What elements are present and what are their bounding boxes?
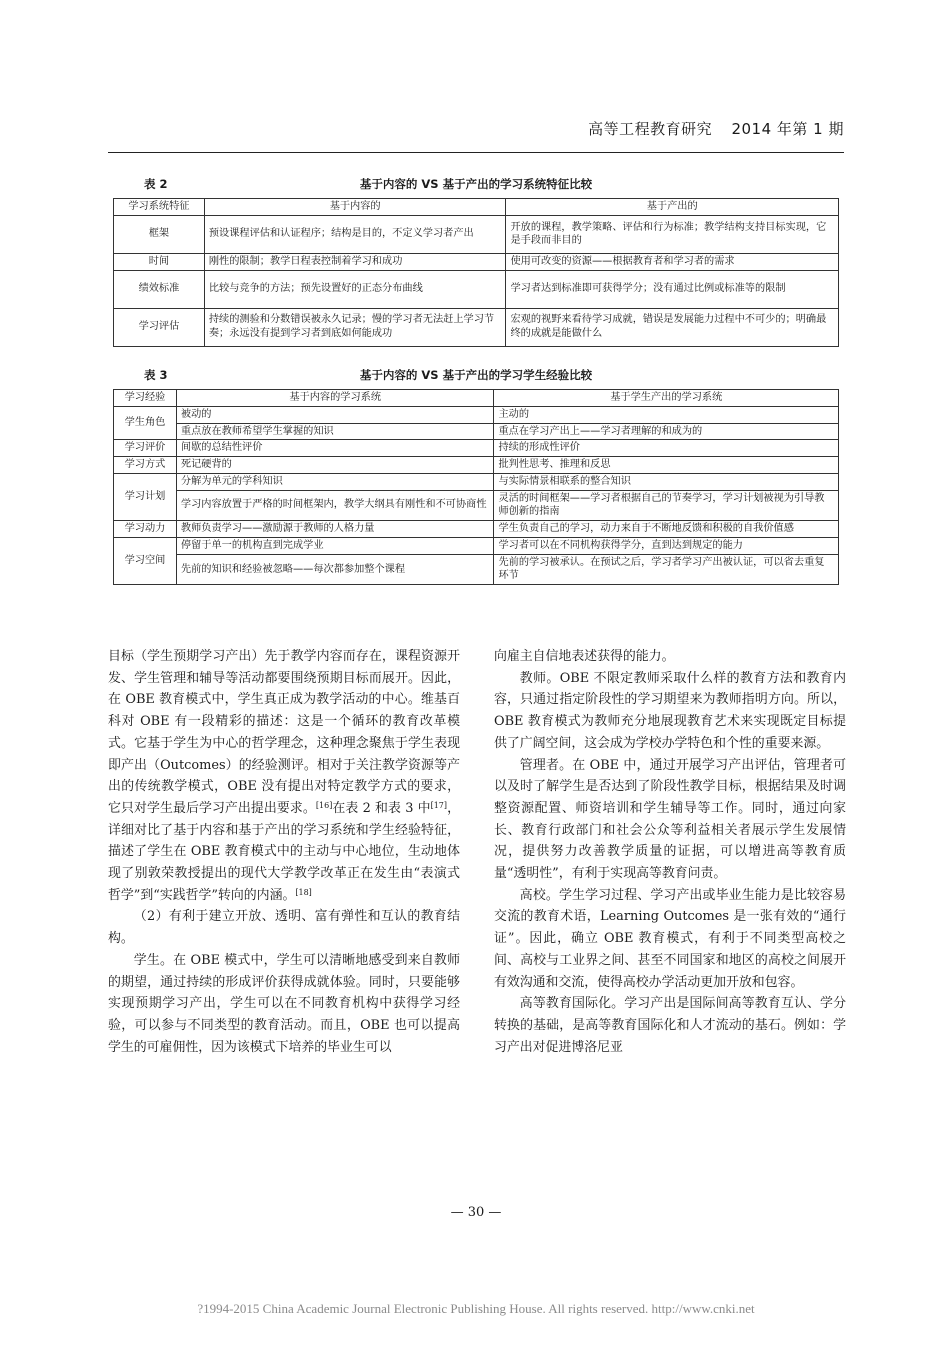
table-row xyxy=(114,554,839,585)
row-label: 学习计划 xyxy=(114,473,177,520)
citation: [18] xyxy=(295,887,312,897)
table-row xyxy=(114,490,839,521)
table-cell: 刚性的限制；教学日程表控制着学习和成功 xyxy=(204,253,506,270)
table-row xyxy=(114,440,839,457)
body-paragraph: 高校。学生学习过程、学习产出或毕业生能力是比较容易交流的教育术语，Learning Outcomes 是一张有效的“通行证”。因此，确立 OBE 教育模式，有利于不同类型高校之间、高校与工业界之间、甚至不同国家和地区的高校之间展开有效沟通和交流，使得高校办学活动更加开放和包容。 xyxy=(494,887,846,990)
running-header xyxy=(108,118,844,148)
table-header-row xyxy=(114,390,839,407)
body-paragraph: （2）有利于建立开放、透明、富有弹性和互认的教育结构。 xyxy=(108,909,460,947)
row-label: 学生角色 xyxy=(114,406,177,440)
left-column xyxy=(108,646,460,1058)
table-row xyxy=(114,537,839,554)
table-row xyxy=(114,521,839,538)
table-cell: 开放的课程，教学策略、评估和行为标准；教学结构支持目标实现，它是手段而非目的 xyxy=(506,215,839,253)
right-column xyxy=(494,646,846,1058)
table-header-row xyxy=(114,199,839,216)
row-label: 学习空间 xyxy=(114,537,177,584)
table3-title: 基于内容的 VS 基于产出的学习学生经验比较 xyxy=(359,368,593,382)
table2-caption xyxy=(108,176,844,194)
table-row xyxy=(114,423,839,440)
table-cell: 持续的测验和分数错误被永久记录；慢的学习者无法赶上学习节奏；永远没有提到学习者到底如何能成功 xyxy=(204,308,506,346)
page-number: — 30 — xyxy=(450,1205,502,1220)
table-cell: 与实际情景相联系的整合知识 xyxy=(494,473,839,490)
table-row xyxy=(114,406,839,423)
table3-number: 表 3 xyxy=(144,368,168,382)
table-header: 基于内容的 xyxy=(204,199,506,216)
body-paragraph: 学生。在 OBE 模式中，学生可以清晰地感受到来自教师的期望，通过持续的形成评价获得成就体验。同时，只要能够实现预期学习产出，学生可以在不同教育机构中获得学习经验，可以参与不同类型的教育活动。而且，OBE 也可以提高学生的可雇佣性，因为该模式下培养的毕业生可以 xyxy=(108,952,460,1055)
row-label: 学习评价 xyxy=(114,440,177,457)
table-row xyxy=(114,473,839,490)
table2-title: 基于内容的 VS 基于产出的学习系统特征比较 xyxy=(359,177,593,191)
table-cell: 宏观的视野来看待学习成就，错误是发展能力过程中不可少的；明确最终的成就是能做什么 xyxy=(506,308,839,346)
body-paragraph: 目标（学生预期学习产出）先于教学内容而存在，课程资源开发、学生管理和辅导等活动都要围绕预期目标而展开。因此，在 OBE 教育模式中，学生真正成为教学活动的中心。维基百科对 OBE 有一段精彩的描述：这是一个循环的教育改革模式。它基于学生为中心的哲学理念，这种理念聚焦于学生表现即产出（Outcomes）的经验测评。相对于关注教学资源等产出的传统教学模式，OBE 没有提出对特定教学方式的要求，它只对学生最后学习产出提出要求。[16]在表 2 和表 3 中[17]，详细对比了基于内容和基于产出的学习系统和学生经验特征，描述了学生在 OBE 教育模式中的主动与中心地位，生动地体现了别敦荣教授提出的现代大学教学改革正在发生由“表演式哲学”到“实践哲学”转向的内涵。[18] xyxy=(108,649,461,903)
table-cell: 学习者可以在不同机构获得学分，直到达到规定的能力 xyxy=(494,537,839,554)
row-label: 时间 xyxy=(114,253,205,270)
table-cell: 被动的 xyxy=(176,406,494,423)
body-paragraph: 高等教育国际化。学习产出是国际间高等教育互认、学分转换的基础，是高等教育国际化和人才流动的基石。例如：学习产出对促进博洛尼亚 xyxy=(494,996,846,1055)
row-label: 学习动力 xyxy=(114,521,177,538)
table-cell: 先前的学习被承认。在预试之后，学习者学习产出被认证，可以省去重复环节 xyxy=(494,554,839,585)
citation: [16] xyxy=(315,800,333,810)
table-header: 学习经验 xyxy=(114,390,177,407)
table-header: 基于内容的学习系统 xyxy=(176,390,494,407)
table-cell: 死记硬背的 xyxy=(176,457,494,474)
body-paragraph: 向雇主自信地表述获得的能力。 xyxy=(494,649,675,664)
table2-number: 表 2 xyxy=(144,177,168,191)
row-label: 框架 xyxy=(114,215,205,253)
table-cell: 重点在学习产出上——学习者理解的和成为的 xyxy=(494,423,839,440)
journal-name: 高等工程教育研究 xyxy=(588,120,713,138)
table-cell: 重点放在教师希望学生掌握的知识 xyxy=(176,423,494,440)
table-cell: 分解为单元的学科知识 xyxy=(176,473,494,490)
body-paragraph: 教师。OBE 不限定教师采取什么样的教育方法和教育内容，只通过指定阶段性的学习期望来为教师指明方向。所以，OBE 教育模式为教师充分地展现教育艺术来实现既定目标提供了广阔空间，这会成为学校办学特色和个性的重要来源。 xyxy=(494,670,846,751)
issue-label: 2014 年第 1 期 xyxy=(731,120,844,138)
row-label: 绩效标准 xyxy=(114,270,205,308)
table-cell: 主动的 xyxy=(494,406,839,423)
table-cell: 持续的形成性评价 xyxy=(494,440,839,457)
table-cell: 教师负责学习——激励源于教师的人格力量 xyxy=(176,521,494,538)
table-cell: 学习者达到标准即可获得学分；没有通过比例或标准等的限制 xyxy=(506,270,839,308)
table-row xyxy=(114,308,839,346)
row-label: 学习评估 xyxy=(114,308,205,346)
table-cell: 批判性思考、推理和反思 xyxy=(494,457,839,474)
table-cell: 间歇的总结性评价 xyxy=(176,440,494,457)
table-cell: 比较与竞争的方法；预先设置好的正态分布曲线 xyxy=(204,270,506,308)
table-cell: 学生负责自己的学习，动力来自于不断地反馈和积极的自我价值感 xyxy=(494,521,839,538)
table-cell: 学习内容放置于严格的时间框架内，教学大纲具有刚性和不可协商性 xyxy=(176,490,494,521)
table-header: 基于产出的 xyxy=(506,199,839,216)
table-row xyxy=(114,253,839,270)
table-header: 学习系统特征 xyxy=(114,199,205,216)
citation: [17] xyxy=(430,800,448,810)
table-header: 基于学生产出的学习系统 xyxy=(494,390,839,407)
table-row xyxy=(114,270,839,308)
table3 xyxy=(113,389,839,585)
header-rule xyxy=(108,152,844,153)
body-paragraph: 管理者。在 OBE 中，通过开展学习产出评估，管理者可以及时了解学生是否达到了阶段性教学目标，根据结果及时调整资源配置、师资培训和学生辅导等工作。同时，通过向家长、教育行政部门和社会公众等利益相关者展示学生发展情况，提供努力改善教学质量的证据，可以增进高等教育质量“透明性”，有利于实现高等教育问责。 xyxy=(494,757,846,882)
table-cell: 先前的知识和经验被忽略——每次都参加整个课程 xyxy=(176,554,494,585)
table-cell: 灵活的时间框架——学习者根据自己的节奏学习，学习计划被视为引导教师创新的指南 xyxy=(494,490,839,521)
row-label: 学习方式 xyxy=(114,457,177,474)
table2 xyxy=(113,198,839,347)
table-cell: 使用可改变的资源——根据教育者和学习者的需求 xyxy=(506,253,839,270)
table-cell: 停留于单一的机构直到完成学业 xyxy=(176,537,494,554)
table3-caption xyxy=(108,367,844,385)
copyright-footer: ?1994-2015 China Academic Journal Electronic Publishing House. All rights reserved. http://www.cnki.net xyxy=(197,1301,755,1316)
table-row xyxy=(114,215,839,253)
table-cell: 预设课程评估和认证程序；结构是目的，不定义学习者产出 xyxy=(204,215,506,253)
table-row xyxy=(114,457,839,474)
